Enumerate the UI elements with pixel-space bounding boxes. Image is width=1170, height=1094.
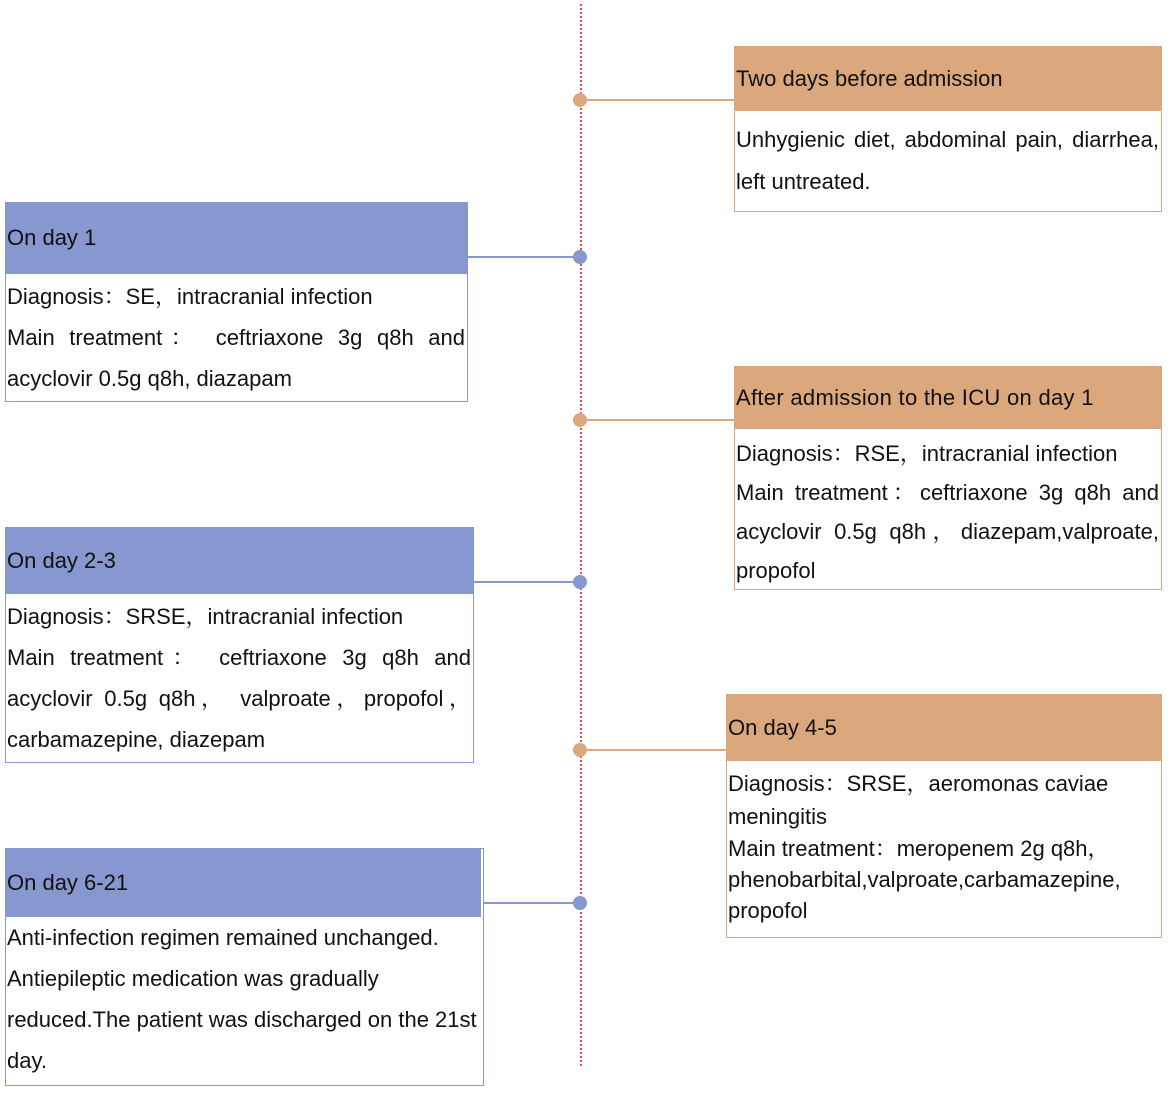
event-line: Diagnosis：SRSE，aeromonas caviae meningitis <box>728 771 1109 829</box>
event-line: Main treatment： ceftriaxone 3g q8h and acyclovir 0.5g q8h, diazapam <box>7 325 465 391</box>
event-line: Unhygienic diet, abdominal pain, diarrhea, left untreated. <box>736 127 1159 194</box>
connector-line <box>473 581 580 583</box>
event-body <box>735 429 1161 592</box>
event-line: Diagnosis：RSE，intracranial infection <box>736 441 1118 466</box>
event-body <box>727 761 1161 928</box>
timeline-dot <box>573 743 587 757</box>
connector-line <box>467 256 580 258</box>
event-card-on-day-2-3 <box>5 527 474 763</box>
timeline-dot <box>573 93 587 107</box>
timeline-dot <box>573 250 587 264</box>
connector-line <box>481 902 580 904</box>
event-body <box>6 917 483 1083</box>
event-line: Main treatment：meropenem 2g q8h，phenobarbital,valproate,carbamazepine, propofol <box>728 836 1121 923</box>
event-card-two-days-before-admission <box>734 46 1162 212</box>
connector-line <box>580 99 734 101</box>
timeline-dot <box>573 896 587 910</box>
timeline-dot <box>573 413 587 427</box>
event-card-on-day-6-21 <box>5 848 484 1086</box>
timeline-dot <box>573 575 587 589</box>
connector-line <box>580 749 726 751</box>
event-line: Main treatment： ceftriaxone 3g q8h and acyclovir 0.5g q8h， valproate，propofol，carbamazepine, diazepam <box>7 645 471 752</box>
event-title: After admission to the ICU on day 1 <box>735 367 1161 429</box>
event-line: Main treatment：ceftriaxone 3g q8h and acyclovir 0.5g q8h，diazepam,valproate, propofol <box>736 480 1159 583</box>
event-title: On day 1 <box>6 203 467 274</box>
event-card-icu-admission <box>734 366 1162 590</box>
event-body <box>735 111 1161 205</box>
event-line: Diagnosis：SE，intracranial infection <box>7 284 373 309</box>
event-line: Anti-infection regimen remained unchanged. Antiepileptic medication was gradually reduced.The patient was discharged on the 21st day. <box>7 925 477 1073</box>
event-card-on-day-1 <box>5 202 468 402</box>
event-body <box>6 274 467 401</box>
event-title: On day 2-3 <box>6 528 473 594</box>
event-title: On day 4-5 <box>727 695 1161 761</box>
connector-line <box>580 419 734 421</box>
event-title: Two days before admission <box>735 47 1161 111</box>
event-title: On day 6-21 <box>6 849 481 917</box>
event-card-on-day-4-5 <box>726 694 1162 938</box>
event-line: Diagnosis：SRSE，intracranial infection <box>7 604 404 629</box>
event-body <box>6 594 473 762</box>
